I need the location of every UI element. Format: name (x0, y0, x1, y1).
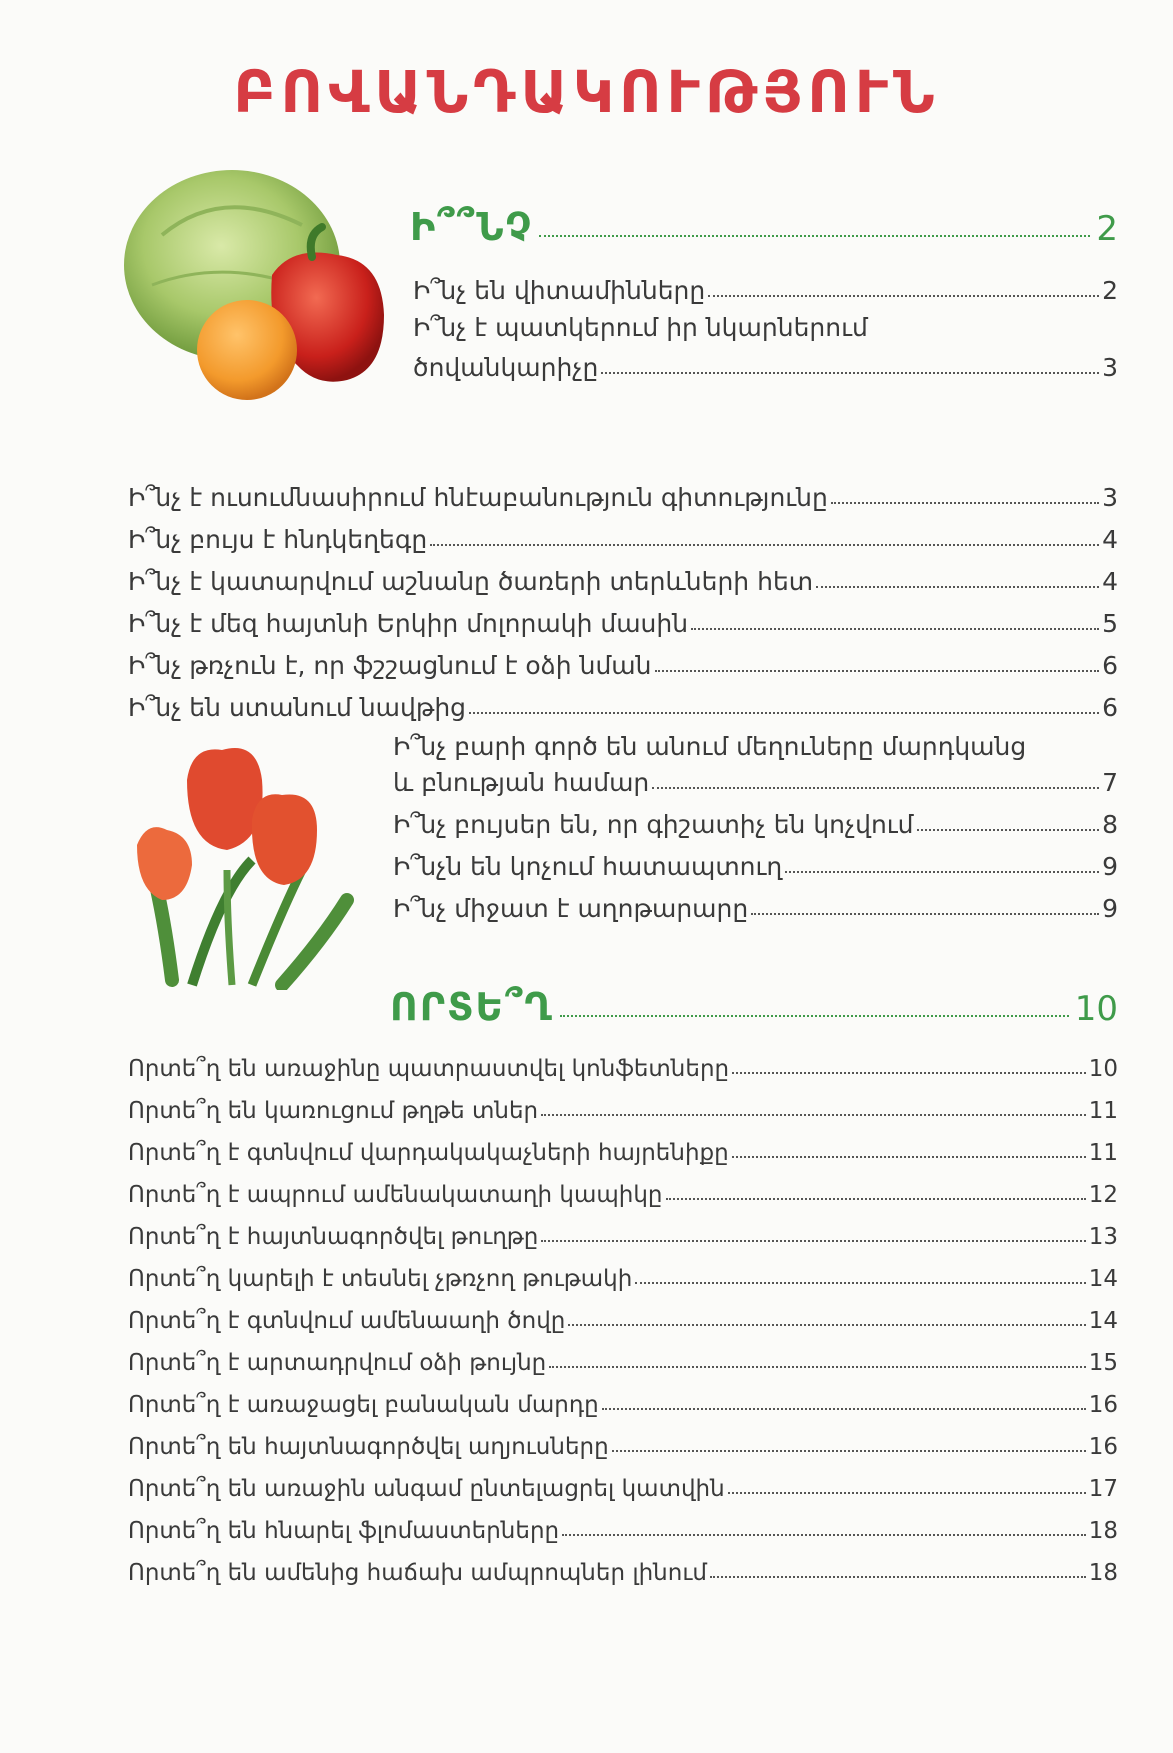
toc-entry[interactable] (128, 1268, 1118, 1291)
toc-entry[interactable] (128, 485, 1118, 510)
leader-dots (708, 295, 1099, 297)
toc-entry[interactable] (393, 854, 1118, 879)
toc-entry[interactable] (128, 1352, 1118, 1375)
page-number: 16 (1088, 1434, 1118, 1460)
toc-entry[interactable] (128, 1478, 1118, 1501)
page-number: 10 (1088, 1056, 1118, 1082)
entry-label: Որտե՞ղ են ամենից հաճախ ամպրոպներ լինում (128, 1560, 707, 1586)
toc-entry[interactable] (413, 355, 1118, 380)
page-number: 14 (1088, 1266, 1118, 1292)
page-number: 18 (1088, 1518, 1118, 1544)
page-number: 4 (1102, 525, 1118, 554)
page-number: 8 (1102, 810, 1118, 839)
leader-dots (635, 1282, 1085, 1284)
leader-dots (549, 1366, 1085, 1368)
entry-label: Ի՞նչ բույս է հնդկեղեգը (128, 525, 428, 554)
entry-label: և բնության համար (393, 768, 650, 797)
page-number: 18 (1088, 1560, 1118, 1586)
section-heading-vortegh[interactable] (390, 985, 1118, 1029)
entry-label: Որտե՞ղ է առաջացել բանական մարդը (128, 1392, 599, 1418)
leader-dots (751, 913, 1099, 915)
entry-label: Որտե՞ղ է հայտնագործվել թուղթը (128, 1224, 539, 1250)
tulip-flower-3 (137, 827, 192, 900)
page-number: 11 (1088, 1140, 1118, 1166)
entry-label: Ի՞նչ են վիտամինները (413, 276, 706, 305)
page-number: 9 (1102, 894, 1118, 923)
section-heading-label: ՈՐՏԵ՞Ղ (390, 985, 554, 1029)
entry-label: Ի՞նչ միջատ է աղոթարարը (393, 894, 749, 923)
toc-entry[interactable] (128, 1100, 1118, 1123)
tulip-flower-1 (187, 748, 263, 850)
leader-dots (568, 1324, 1085, 1326)
page-number: 6 (1102, 651, 1118, 680)
toc-entry[interactable] (128, 695, 1118, 720)
entry-label: Ի՞նչ է կատարվում աշնանը ծառերի տերևների հետ (128, 567, 814, 596)
tulips-illustration (132, 740, 362, 990)
section-heading-label: Ի՞՞ՆՉ (410, 205, 534, 249)
toc-entry[interactable] (128, 1310, 1118, 1333)
page-number: 3 (1102, 353, 1118, 382)
leader-dots (691, 628, 1099, 630)
entry-label: Ի՞նչ բույսեր են, որ գիշատիչ են կոչվում (393, 810, 914, 839)
toc-entry[interactable] (128, 653, 1118, 678)
page-number: 3 (1102, 483, 1118, 512)
page-number: 16 (1088, 1392, 1118, 1418)
page-number: 15 (1088, 1350, 1118, 1376)
toc-entry[interactable] (128, 1226, 1118, 1249)
leader-dots (732, 1156, 1086, 1158)
entry-label: Որտե՞ղ են առաջին անգամ ընտելացրել կատվին (128, 1476, 725, 1502)
entry-label: Ի՞նչ են ստանում նավթից (128, 693, 467, 722)
entry-label: Ի՞նչ թռչուն է, որ ֆշշացնում է օձի նման (128, 651, 652, 680)
page-number: 14 (1088, 1308, 1118, 1334)
page-number: 7 (1102, 768, 1118, 797)
entry-label: Որտե՞ղ է արտադրվում օձի թույնը (128, 1350, 547, 1376)
page-number: 11 (1088, 1098, 1118, 1124)
page-number: 9 (1102, 852, 1118, 881)
leader-dots (602, 1408, 1086, 1410)
leader-dots (612, 1450, 1086, 1452)
toc-entry[interactable] (128, 1520, 1118, 1543)
entry-label: ծովանկարիչը (413, 353, 599, 382)
leader-dots (562, 1534, 1086, 1536)
entry-label: Որտե՞ղ են կառուցում թղթե տներ (128, 1098, 539, 1124)
page-number: 6 (1102, 693, 1118, 722)
entry-label: Որտե՞ղ է գտնվում ամենաաղի ծովը (128, 1308, 566, 1334)
page-number: 12 (1088, 1182, 1118, 1208)
leader-dots (430, 544, 1099, 546)
page-title: ԲՈՎԱՆԴԱԿՈՒԹՅՈՒՆ (233, 58, 940, 126)
leader-dots (666, 1198, 1086, 1200)
page-number: 17 (1088, 1476, 1118, 1502)
toc-entry[interactable] (128, 1058, 1118, 1081)
toc-entry[interactable] (128, 1394, 1118, 1417)
leader-dots (469, 712, 1099, 714)
section-heading-inch[interactable] (410, 205, 1118, 249)
leader-dots (917, 829, 1100, 831)
leader-dots (601, 372, 1099, 374)
toc-entry[interactable] (128, 1436, 1118, 1459)
entry-label-line1: Ի՞նչ է պատկերում իր նկարներում (413, 313, 868, 342)
entry-label: Ի՞նչ է ուսումնասիրում հնէաբանություն գիտությունը (128, 483, 828, 512)
leader-dots (831, 502, 1099, 504)
leader-dots (785, 871, 1099, 873)
toc-entry[interactable] (128, 1184, 1118, 1207)
leader-dots (732, 1072, 1086, 1074)
page-number: 4 (1102, 567, 1118, 596)
entry-label-line1: Ի՞նչ բարի գործ են անում մեղուները մարդկանց (393, 732, 1027, 761)
toc-entry[interactable] (128, 1142, 1118, 1165)
page-number: 2 (1102, 276, 1118, 305)
toc-entry[interactable] (393, 770, 1118, 795)
toc-entry[interactable] (393, 896, 1118, 921)
leader-dots (655, 670, 1100, 672)
entry-label: Որտե՞ղ է ապրում ամենակատաղի կապիկը (128, 1182, 663, 1208)
tulip-flower-2 (252, 794, 317, 885)
orange-shape (197, 300, 297, 400)
toc-entry[interactable] (128, 527, 1118, 552)
leader-dots (541, 1240, 1085, 1242)
entry-label: Ի՞նչ է մեզ հայտնի Երկիր մոլորակի մասին (128, 609, 689, 638)
entry-label: Որտե՞ղ է գտնվում վարդակակաչների հայրենիքը (128, 1140, 729, 1166)
page-number: 10 (1074, 989, 1118, 1029)
page-number: 2 (1096, 209, 1118, 249)
entry-label: Ի՞նչն են կոչում հատապտուղ (393, 852, 783, 881)
leader-dots (710, 1576, 1086, 1578)
toc-entry[interactable] (128, 1562, 1118, 1585)
leader-dots (560, 1015, 1069, 1017)
toc-entry[interactable] (393, 812, 1118, 837)
leader-dots (652, 787, 1099, 789)
toc-entry[interactable] (413, 278, 1118, 303)
leader-dots (816, 586, 1099, 588)
entry-label: Որտե՞ղ են առաջինը պատրաստվել կոնֆետները (128, 1056, 730, 1082)
toc-entry[interactable] (128, 569, 1118, 594)
leader-dots (728, 1492, 1086, 1494)
page-number: 13 (1088, 1224, 1118, 1250)
entry-label: Որտե՞ղ կարելի է տեսնել չթռչող թութակի (128, 1266, 633, 1292)
page-number: 5 (1102, 609, 1118, 638)
entry-label: Որտե՞ղ են հնարել ֆլոմաստերները (128, 1518, 560, 1544)
vegetables-illustration (122, 165, 402, 415)
leader-dots (541, 1114, 1086, 1116)
toc-entry[interactable] (128, 611, 1118, 636)
entry-label: Որտե՞ղ են հայտնագործվել աղյուսները (128, 1434, 609, 1460)
leader-dots (539, 235, 1090, 237)
